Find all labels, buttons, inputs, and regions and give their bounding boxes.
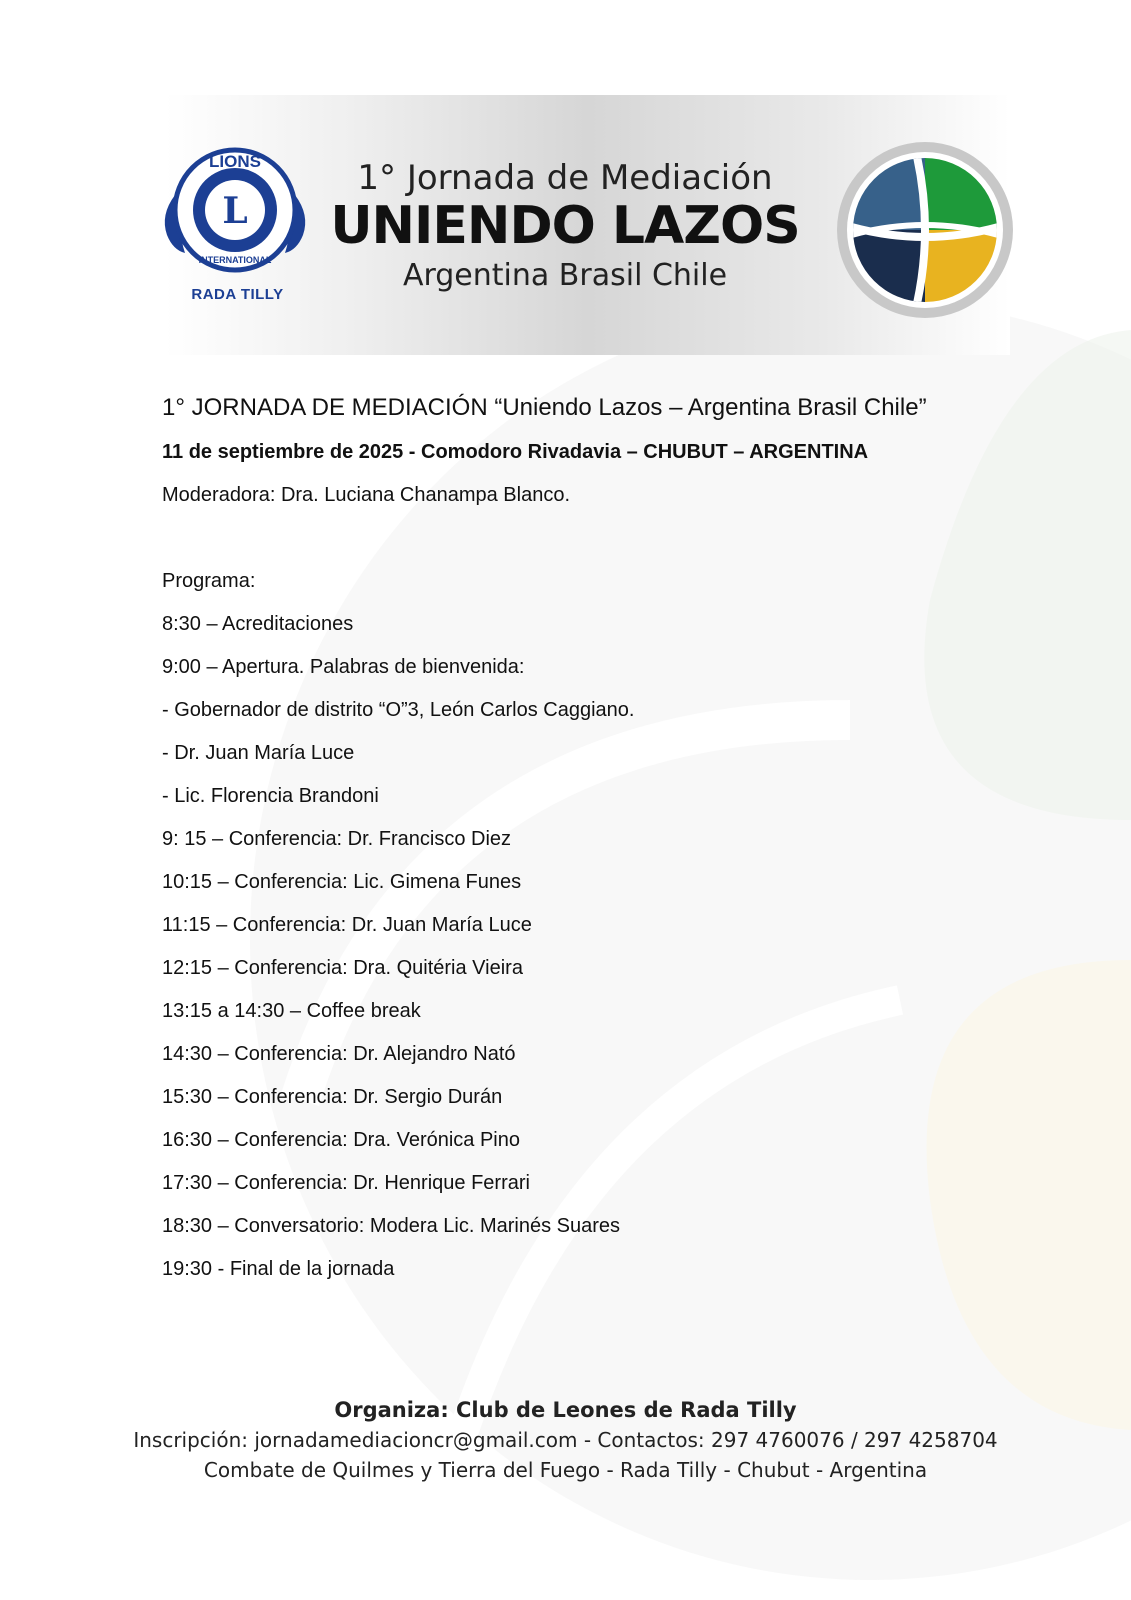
- program-item: 9: 15 – Conferencia: Dr. Francisco Diez: [162, 828, 512, 850]
- banner-subtitle: 1° Jornada de Mediación: [357, 158, 773, 198]
- program-item: 18:30 – Conversatorio: Modera Lic. Marinés Suares: [162, 1215, 621, 1237]
- program-item: 9:00 – Apertura. Palabras de bienvenida:: [162, 656, 525, 678]
- document-title: 1° JORNADA DE MEDIACIÓN “Uniendo Lazos – Argentina Brasil Chile”: [162, 394, 927, 421]
- program-item: 16:30 – Conferencia: Dra. Verónica Pino: [162, 1129, 520, 1151]
- lions-logo: [155, 135, 315, 305]
- program-item: - Dr. Juan María Luce: [162, 742, 355, 764]
- mediation-logo: [835, 140, 1015, 320]
- lions-letter: L: [222, 190, 248, 232]
- banner-title: UNIENDO LAZOS: [330, 196, 800, 256]
- program-item: 12:15 – Conferencia: Dra. Quitéria Vieira: [162, 957, 523, 979]
- program-item: 11:15 – Conferencia: Dr. Juan María Luce: [162, 914, 532, 936]
- program-item: 13:15 a 14:30 – Coffee break: [162, 1000, 421, 1022]
- program-content: [162, 385, 1062, 1291]
- program-item: 10:15 – Conferencia: Lic. Gimena Funes: [162, 871, 522, 893]
- moderator-line: Moderadora: Dra. Luciana Chanampa Blanco.: [162, 484, 571, 506]
- program-item: 14:30 – Conferencia: Dr. Alejandro Nató: [162, 1043, 516, 1065]
- program-label: Programa:: [162, 570, 256, 592]
- lions-ring-bottom: INTERNATIONAL: [198, 255, 272, 265]
- program-list: [162, 603, 1062, 1291]
- contact-line: Inscripción: jornadamediacioncr@gmail.com - Contactos: 297 4760076 / 297 4258704: [133, 1428, 998, 1452]
- program-item: - Lic. Florencia Brandoni: [162, 785, 379, 807]
- lions-ring-top: LIONS: [209, 152, 261, 171]
- footer: [0, 1395, 1131, 1485]
- organizer-line: Organiza: Club de Leones de Rada Tilly: [334, 1398, 797, 1422]
- program-item: 17:30 – Conferencia: Dr. Henrique Ferrari: [162, 1172, 530, 1194]
- program-item: 19:30 - Final de la jornada: [162, 1258, 395, 1280]
- program-item: 8:30 – Acreditaciones: [162, 613, 354, 635]
- program-item: 15:30 – Conferencia: Dr. Sergio Durán: [162, 1086, 503, 1108]
- banner-countries: Argentina Brasil Chile: [402, 258, 728, 293]
- date-location: 11 de septiembre de 2025 - Comodoro Rivadavia – CHUBUT – ARGENTINA: [162, 441, 869, 463]
- lions-caption: RADA TILLY: [191, 286, 284, 303]
- program-item: - Gobernador de distrito “O”3, León Carlos Caggiano.: [162, 699, 635, 721]
- spacer: [162, 517, 1062, 560]
- address-line: Combate de Quilmes y Tierra del Fuego - Rada Tilly - Chubut - Argentina: [203, 1458, 928, 1482]
